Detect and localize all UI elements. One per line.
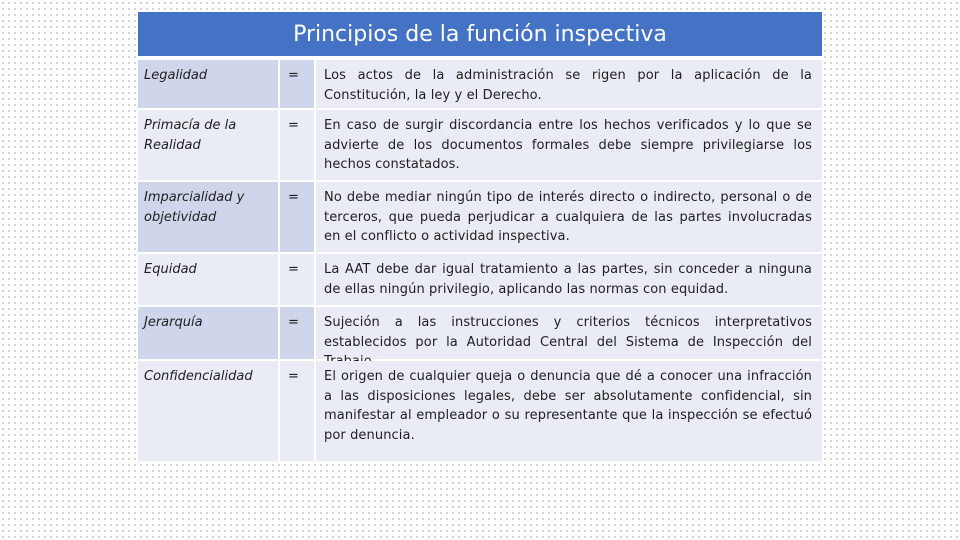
- table-row: [138, 108, 822, 180]
- table-row: [138, 180, 822, 252]
- table-row: [138, 359, 822, 461]
- equals-sign: =: [280, 110, 316, 180]
- equals-sign: =: [280, 182, 316, 252]
- principle-description: Los actos de la administración se rigen por la aplicación de la Constitución, la ley y el Derecho.: [316, 60, 822, 108]
- principle-description: En caso de surgir discordancia entre los hechos verificados y lo que se advierte de los documentos formales debe siempre privilegiarse los hechos constatados.: [316, 110, 822, 180]
- table-row: [138, 252, 822, 305]
- principle-description: La AAT debe dar igual tratamiento a las partes, sin conceder a ninguna de ellas ningún privilegio, aplicando las normas con equidad.: [316, 254, 822, 305]
- principle-name: Confidencialidad: [138, 361, 280, 461]
- principle-description: El origen de cualquier queja o denuncia que dé a conocer una infracción a las disposiciones legales, debe ser absolutamente confidencial, sin manifestar al empleador o su representante que la inspección se efectuó por denuncia.: [316, 361, 822, 461]
- principle-name: Legalidad: [138, 60, 280, 108]
- principle-name: Primacía de la Realidad: [138, 110, 280, 180]
- principle-description: Sujeción a las instrucciones y criterios técnicos interpretativos establecidos por la Autoridad Central del Sistema de Inspección del: [316, 307, 822, 359]
- principle-description: No debe mediar ningún tipo de interés directo o indirecto, personal o de terceros, que pueda perjudicar a cualquiera de las partes involucradas en el conflicto o actividad inspectiva.: [316, 182, 822, 252]
- equals-sign: =: [280, 60, 316, 108]
- principle-name: Imparcialidad y objetividad: [138, 182, 280, 252]
- equals-sign: =: [280, 361, 316, 461]
- principles-table: [138, 12, 822, 461]
- principle-name: Jerarquía: [138, 307, 280, 359]
- equals-sign: =: [280, 254, 316, 305]
- table-row: [138, 305, 822, 359]
- table-title: Principios de la función inspectiva: [138, 12, 822, 58]
- table-row: [138, 58, 822, 108]
- principle-name: Equidad: [138, 254, 280, 305]
- equals-sign: =: [280, 307, 316, 359]
